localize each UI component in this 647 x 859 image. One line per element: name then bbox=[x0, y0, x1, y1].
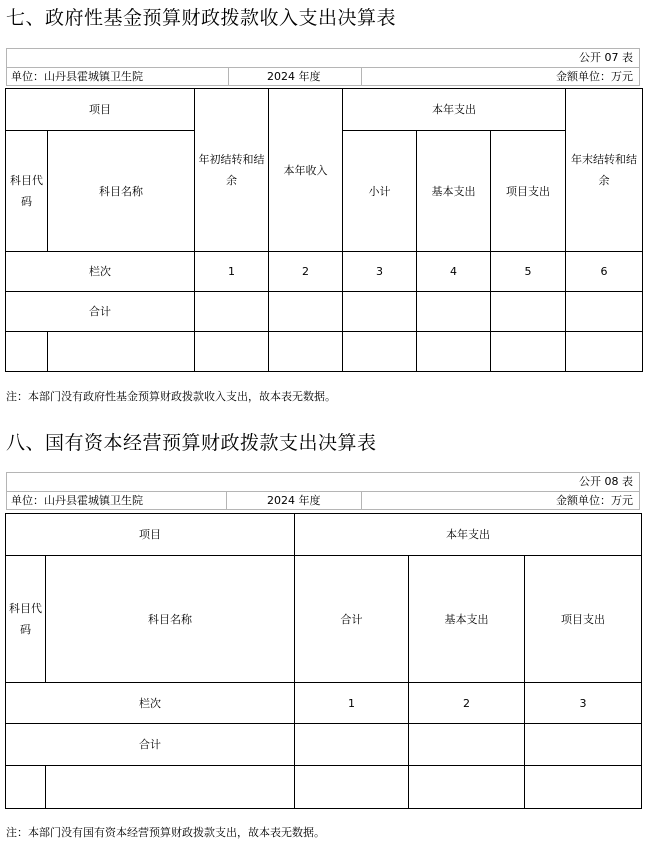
table8-unit: 单位：山丹县霍城镇卫生院 bbox=[11, 494, 143, 507]
col-index: 1 bbox=[195, 252, 269, 292]
table-row bbox=[6, 292, 643, 332]
cell bbox=[343, 292, 417, 332]
table7-currency: 金额单位：万元 bbox=[556, 70, 633, 83]
header-subject-code: 科目代码 bbox=[6, 556, 46, 683]
table7-year: 2024 年度 bbox=[267, 70, 321, 83]
header-basic: 基本支出 bbox=[417, 131, 491, 252]
header-total: 合计 bbox=[295, 556, 409, 683]
cell bbox=[46, 766, 295, 809]
cell bbox=[6, 332, 48, 372]
table-row bbox=[6, 252, 643, 292]
cell bbox=[295, 724, 409, 766]
cell bbox=[491, 332, 566, 372]
table7-title: 七、政府性基金预算财政拨款收入支出决算表 bbox=[6, 7, 397, 29]
cell bbox=[417, 332, 491, 372]
table-row bbox=[6, 683, 642, 724]
cell bbox=[566, 292, 643, 332]
header-subject-name: 科目名称 bbox=[46, 556, 295, 683]
table7-code-bar bbox=[6, 48, 640, 67]
col-index: 3 bbox=[343, 252, 417, 292]
col-index: 6 bbox=[566, 252, 643, 292]
divider bbox=[226, 492, 227, 509]
divider bbox=[228, 68, 229, 85]
header-project: 项目支出 bbox=[491, 131, 566, 252]
table7-unit: 单位：山丹县霍城镇卫生院 bbox=[11, 70, 143, 83]
cell bbox=[491, 292, 566, 332]
table7-info-bar bbox=[6, 67, 640, 86]
table-row bbox=[6, 766, 642, 809]
header-item: 项目 bbox=[6, 514, 295, 556]
cell bbox=[566, 332, 643, 372]
cell bbox=[417, 292, 491, 332]
col-index: 5 bbox=[491, 252, 566, 292]
header-expense: 本年支出 bbox=[295, 514, 642, 556]
table8-info-bar bbox=[6, 491, 640, 510]
col-index: 2 bbox=[409, 683, 525, 724]
col-index: 4 bbox=[417, 252, 491, 292]
divider bbox=[361, 68, 362, 85]
cell bbox=[409, 724, 525, 766]
col-index: 3 bbox=[525, 683, 642, 724]
table8-note: 注：本部门没有国有资本经营预算财政拨款支出，故本表无数据。 bbox=[6, 826, 325, 839]
col-index: 2 bbox=[269, 252, 343, 292]
table7 bbox=[5, 88, 643, 372]
header-closing-balance: 年末结转和结余 bbox=[566, 89, 643, 252]
header-income: 本年收入 bbox=[269, 89, 343, 252]
row-index-label: 栏次 bbox=[6, 683, 295, 724]
cell bbox=[195, 332, 269, 372]
header-item: 项目 bbox=[6, 89, 195, 131]
header-expense: 本年支出 bbox=[343, 89, 566, 131]
header-opening-balance: 年初结转和结余 bbox=[195, 89, 269, 252]
table7-note: 注：本部门没有政府性基金预算财政拨款收入支出，故本表无数据。 bbox=[6, 390, 336, 403]
header-basic: 基本支出 bbox=[409, 556, 525, 683]
header-project: 项目支出 bbox=[525, 556, 642, 683]
cell bbox=[269, 332, 343, 372]
col-index: 1 bbox=[295, 683, 409, 724]
table7-code: 公开 07 表 bbox=[579, 51, 633, 64]
divider bbox=[361, 492, 362, 509]
table8-year: 2024 年度 bbox=[267, 494, 321, 507]
table-row bbox=[6, 724, 642, 766]
header-subject-name: 科目名称 bbox=[48, 131, 195, 252]
cell bbox=[295, 766, 409, 809]
cell bbox=[195, 292, 269, 332]
cell bbox=[525, 724, 642, 766]
total-label: 合计 bbox=[6, 292, 195, 332]
header-subject-code: 科目代码 bbox=[6, 131, 48, 252]
table8-currency: 金额单位：万元 bbox=[556, 494, 633, 507]
table8-code: 公开 08 表 bbox=[579, 475, 633, 488]
cell bbox=[6, 766, 46, 809]
total-label: 合计 bbox=[6, 724, 295, 766]
row-index-label: 栏次 bbox=[6, 252, 195, 292]
table8-code-bar bbox=[6, 472, 640, 491]
cell bbox=[409, 766, 525, 809]
cell bbox=[343, 332, 417, 372]
cell bbox=[269, 292, 343, 332]
cell bbox=[525, 766, 642, 809]
cell bbox=[48, 332, 195, 372]
header-subtotal: 小计 bbox=[343, 131, 417, 252]
table8-title: 八、国有资本经营预算财政拨款支出决算表 bbox=[6, 432, 377, 454]
table8 bbox=[5, 513, 642, 809]
table-row bbox=[6, 332, 643, 372]
